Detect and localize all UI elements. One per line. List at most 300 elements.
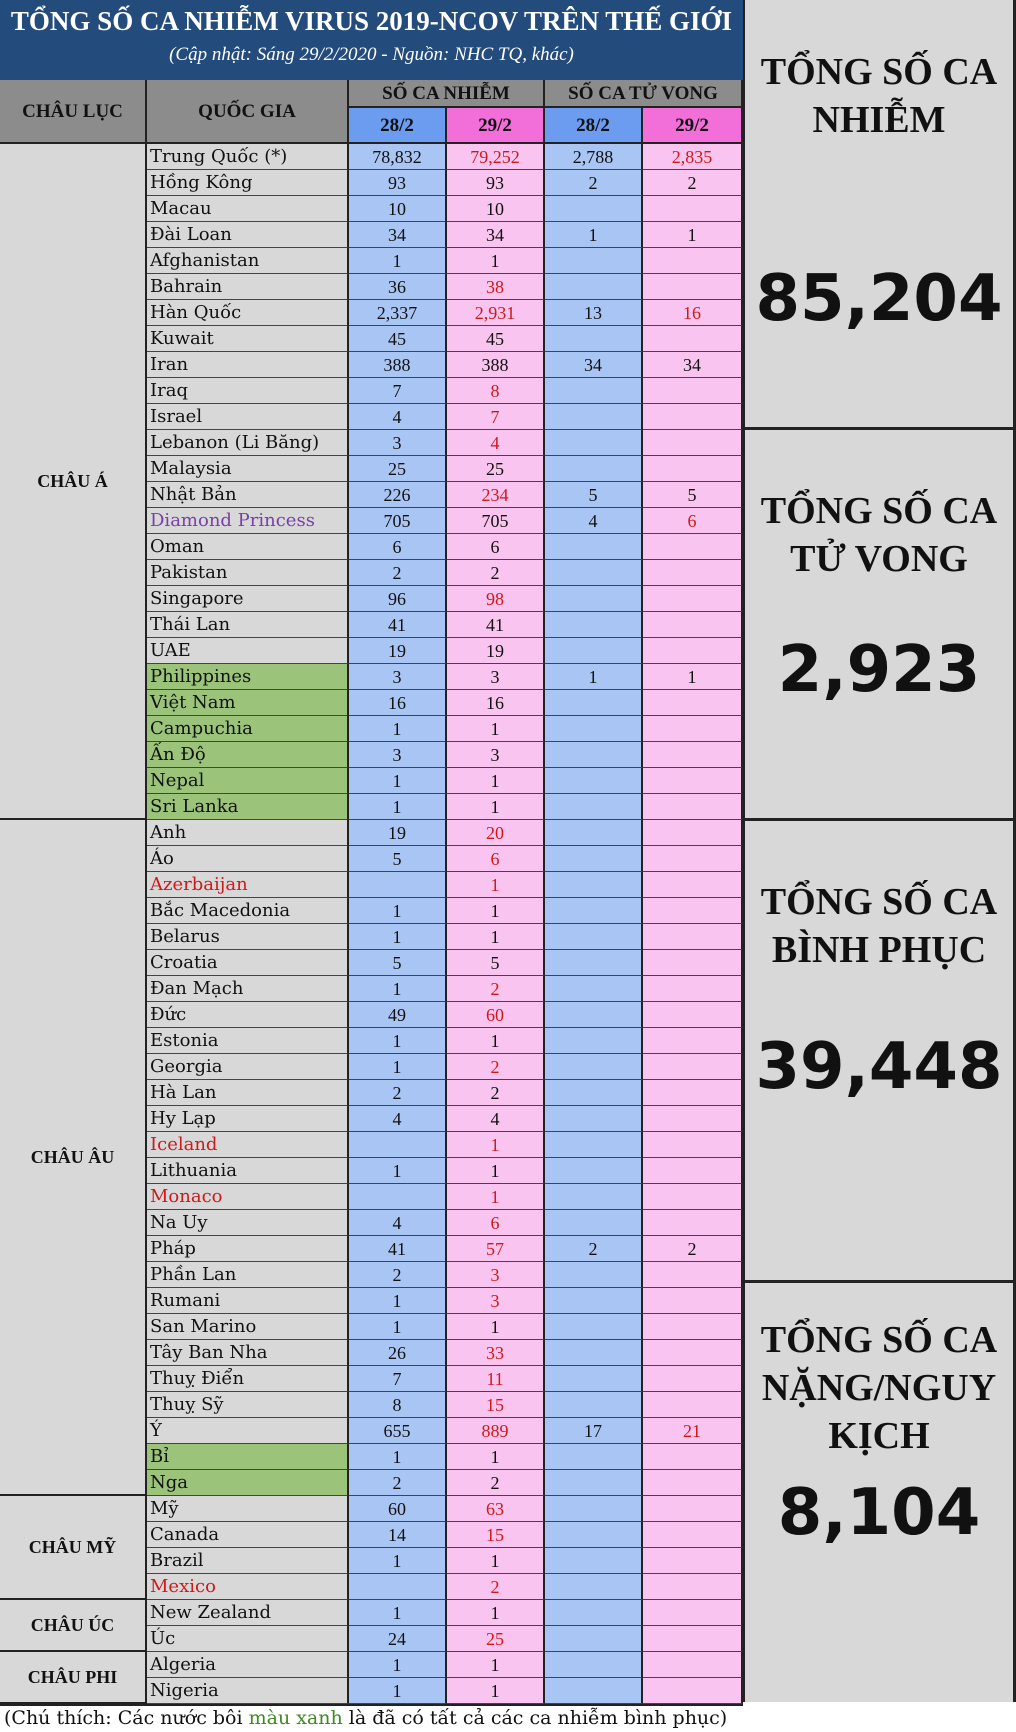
infected-28-2: 388: [349, 352, 447, 378]
infected-29-2: 20: [447, 820, 545, 846]
deaths-29-2: [643, 742, 743, 768]
table-row: [147, 482, 743, 508]
table-row: [147, 1080, 743, 1106]
infected-29-2: 60: [447, 1002, 545, 1028]
table-row: [147, 1496, 743, 1522]
deaths-28-2: [545, 1106, 643, 1132]
deaths-29-2: [643, 274, 743, 300]
infected-29-2: 5: [447, 950, 545, 976]
table-row: [147, 430, 743, 456]
infected-29-2: 98: [447, 586, 545, 612]
table-row: [147, 1626, 743, 1652]
table-row: [147, 378, 743, 404]
country-name: Nga: [147, 1470, 349, 1496]
deaths-29-2: 1: [643, 664, 743, 690]
country-name: Bắc Macedonia: [147, 898, 349, 924]
table-row: [147, 1106, 743, 1132]
deaths-28-2: [545, 1028, 643, 1054]
infected-29-2: 1: [447, 716, 545, 742]
deaths-28-2: [545, 950, 643, 976]
infected-29-2: 1: [447, 248, 545, 274]
infected-28-2: 19: [349, 638, 447, 664]
infected-29-2: 6: [447, 534, 545, 560]
infected-28-2: 7: [349, 378, 447, 404]
infected-28-2: 1: [349, 768, 447, 794]
country-name: Rumani: [147, 1288, 349, 1314]
deaths-29-2: [643, 1158, 743, 1184]
infected-28-2: [349, 1574, 447, 1600]
country-name: Bỉ: [147, 1444, 349, 1470]
deaths-29-2: [643, 1392, 743, 1418]
country-name: Azerbaijan: [147, 872, 349, 898]
infected-28-2: 1: [349, 1600, 447, 1626]
deaths-28-2: [545, 456, 643, 482]
table-row: [147, 898, 743, 924]
infected-28-2: 5: [349, 950, 447, 976]
infected-28-2: 1: [349, 1158, 447, 1184]
deaths-29-2: [643, 690, 743, 716]
country-name: Anh: [147, 820, 349, 846]
country-name: Iraq: [147, 378, 349, 404]
table-row: [147, 638, 743, 664]
deaths-29-2: [643, 1262, 743, 1288]
country-name: Pakistan: [147, 560, 349, 586]
country-name: Singapore: [147, 586, 349, 612]
country-name: Phần Lan: [147, 1262, 349, 1288]
deaths-29-2: [643, 1600, 743, 1626]
country-name: Nhật Bản: [147, 482, 349, 508]
deaths-29-2: 6: [643, 508, 743, 534]
infected-29-2: 15: [447, 1392, 545, 1418]
infected-29-2: 234: [447, 482, 545, 508]
infected-29-2: 1: [447, 1548, 545, 1574]
stat-label: BÌNH PHỤC: [771, 929, 987, 971]
infected-28-2: 41: [349, 1236, 447, 1262]
deaths-29-2: [643, 456, 743, 482]
country-name: Bahrain: [147, 274, 349, 300]
table-row: [147, 404, 743, 430]
infected-28-2: 60: [349, 1496, 447, 1522]
infected-28-2: 3: [349, 430, 447, 456]
deaths-28-2: [545, 1496, 643, 1522]
deaths-28-2: 2,788: [545, 144, 643, 170]
table-row: [147, 1314, 743, 1340]
table-row: [147, 1574, 743, 1600]
table-row: [147, 1210, 743, 1236]
deaths-28-2: 34: [545, 352, 643, 378]
footnote-green-word: màu xanh: [248, 1707, 343, 1729]
table-row: [147, 742, 743, 768]
deaths-28-2: [545, 924, 643, 950]
deaths-29-2: 2: [643, 1236, 743, 1262]
infected-29-2: 33: [447, 1340, 545, 1366]
infected-28-2: 655: [349, 1418, 447, 1444]
infected-29-2: 1: [447, 872, 545, 898]
deaths-29-2: 16: [643, 300, 743, 326]
deaths-28-2: [545, 1262, 643, 1288]
infected-28-2: 16: [349, 690, 447, 716]
column-header-date: 29/2: [447, 108, 545, 144]
infected-28-2: 226: [349, 482, 447, 508]
infected-29-2: 3: [447, 664, 545, 690]
country-name: Việt Nam: [147, 690, 349, 716]
country-name: Hà Lan: [147, 1080, 349, 1106]
country-name: Thuỵ Sỹ: [147, 1392, 349, 1418]
infected-29-2: 1: [447, 1600, 545, 1626]
infected-28-2: 4: [349, 1210, 447, 1236]
deaths-29-2: [643, 1470, 743, 1496]
infected-28-2: 8: [349, 1392, 447, 1418]
deaths-28-2: [545, 1548, 643, 1574]
infected-28-2: 3: [349, 742, 447, 768]
table-row: [147, 352, 743, 378]
deaths-29-2: [643, 1548, 743, 1574]
continent-label: CHÂU ÂU: [0, 820, 147, 1496]
deaths-29-2: [643, 1366, 743, 1392]
deaths-28-2: [545, 1184, 643, 1210]
deaths-28-2: [545, 690, 643, 716]
table-row: [147, 196, 743, 222]
infected-29-2: 2,931: [447, 300, 545, 326]
table-row: [147, 222, 743, 248]
country-name: Georgia: [147, 1054, 349, 1080]
deaths-29-2: [643, 950, 743, 976]
deaths-29-2: [643, 794, 743, 820]
deaths-28-2: 13: [545, 300, 643, 326]
infected-29-2: 2: [447, 1470, 545, 1496]
deaths-28-2: [545, 898, 643, 924]
deaths-29-2: [643, 430, 743, 456]
infected-29-2: 63: [447, 1496, 545, 1522]
infected-28-2: 3: [349, 664, 447, 690]
deaths-28-2: 4: [545, 508, 643, 534]
deaths-29-2: [643, 820, 743, 846]
country-name: Úc: [147, 1626, 349, 1652]
infected-29-2: 388: [447, 352, 545, 378]
deaths-29-2: [643, 716, 743, 742]
deaths-28-2: [545, 1522, 643, 1548]
page-subtitle: (Cập nhật: Sáng 29/2/2020 - Nguồn: NHC TQ, khác): [169, 44, 574, 65]
infected-28-2: 45: [349, 326, 447, 352]
country-name: Mỹ: [147, 1496, 349, 1522]
infected-28-2: 1: [349, 1652, 447, 1678]
table-row: [147, 534, 743, 560]
country-name: Algeria: [147, 1652, 349, 1678]
deaths-29-2: [643, 1678, 743, 1704]
deaths-28-2: [545, 1210, 643, 1236]
table-row: [147, 794, 743, 820]
page-title: TỔNG SỐ CA NHIỄM VIRUS 2019-NCOV TRÊN THẾ GIỚI: [10, 6, 733, 36]
country-name: Tây Ban Nha: [147, 1340, 349, 1366]
country-name: Brazil: [147, 1548, 349, 1574]
table-row: [147, 1236, 743, 1262]
deaths-29-2: [643, 1522, 743, 1548]
country-name: Oman: [147, 534, 349, 560]
deaths-29-2: [643, 1080, 743, 1106]
table-row: [147, 1340, 743, 1366]
country-name: Na Uy: [147, 1210, 349, 1236]
infected-28-2: 1: [349, 716, 447, 742]
infected-29-2: 1: [447, 898, 545, 924]
country-name: Ấn Độ: [147, 742, 349, 768]
deaths-28-2: [545, 1470, 643, 1496]
table-row: [147, 586, 743, 612]
infected-29-2: 2: [447, 1054, 545, 1080]
footnote-pre: (Chú thích: Các nước bôi: [4, 1707, 249, 1729]
table-row: [147, 274, 743, 300]
table-row: [147, 326, 743, 352]
country-name: Campuchia: [147, 716, 349, 742]
deaths-28-2: 2: [545, 1236, 643, 1262]
infected-28-2: 2: [349, 1262, 447, 1288]
stat-label: TỔNG SỐ CA: [760, 490, 998, 532]
footnote-post: là đã có tất cả các ca nhiễm bình phục): [342, 1707, 728, 1729]
stat-value: 2,923: [777, 633, 981, 707]
deaths-29-2: [643, 534, 743, 560]
footnote: [0, 1704, 1016, 1732]
deaths-28-2: [545, 1158, 643, 1184]
infected-28-2: 1: [349, 1444, 447, 1470]
deaths-28-2: [545, 1054, 643, 1080]
infected-28-2: 2: [349, 560, 447, 586]
infected-28-2: 1: [349, 1054, 447, 1080]
stat-label: NHIỄM: [812, 99, 946, 141]
infected-29-2: 3: [447, 1288, 545, 1314]
table-row: [147, 1678, 743, 1704]
deaths-28-2: [545, 1392, 643, 1418]
deaths-29-2: [643, 1132, 743, 1158]
deaths-29-2: [643, 1314, 743, 1340]
deaths-28-2: [545, 742, 643, 768]
table-row: [147, 508, 743, 534]
deaths-28-2: [545, 326, 643, 352]
infected-28-2: 14: [349, 1522, 447, 1548]
country-name: Ý: [147, 1418, 349, 1444]
deaths-28-2: [545, 612, 643, 638]
country-name: Diamond Princess: [147, 508, 349, 534]
deaths-29-2: [643, 1106, 743, 1132]
deaths-29-2: 2,835: [643, 144, 743, 170]
summary-panel: [743, 0, 1016, 1702]
deaths-29-2: 1: [643, 222, 743, 248]
table-row: [147, 1470, 743, 1496]
deaths-29-2: 34: [643, 352, 743, 378]
country-name: Monaco: [147, 1184, 349, 1210]
infected-28-2: 25: [349, 456, 447, 482]
table-row: [147, 170, 743, 196]
deaths-28-2: [545, 1340, 643, 1366]
infected-29-2: 25: [447, 456, 545, 482]
infected-29-2: 2: [447, 560, 545, 586]
infected-28-2: 49: [349, 1002, 447, 1028]
infected-28-2: 24: [349, 1626, 447, 1652]
deaths-29-2: [643, 976, 743, 1002]
infected-28-2: 1: [349, 1028, 447, 1054]
country-name: Trung Quốc (*): [147, 144, 349, 170]
infected-29-2: 2: [447, 1574, 545, 1600]
deaths-28-2: [545, 794, 643, 820]
deaths-28-2: [545, 1314, 643, 1340]
country-name: Afghanistan: [147, 248, 349, 274]
deaths-28-2: [545, 534, 643, 560]
deaths-29-2: 5: [643, 482, 743, 508]
infected-29-2: 79,252: [447, 144, 545, 170]
table-row: [147, 456, 743, 482]
infected-28-2: 1: [349, 794, 447, 820]
infected-29-2: 7: [447, 404, 545, 430]
stat-label: TỬ VONG: [790, 538, 968, 580]
country-name: Đan Mạch: [147, 976, 349, 1002]
table-row: [147, 1418, 743, 1444]
infected-29-2: 1: [447, 1132, 545, 1158]
infected-29-2: 3: [447, 1262, 545, 1288]
country-name: Lithuania: [147, 1158, 349, 1184]
infected-29-2: 45: [447, 326, 545, 352]
country-name: Hy Lạp: [147, 1106, 349, 1132]
table-row: [147, 1158, 743, 1184]
infected-28-2: 41: [349, 612, 447, 638]
infected-28-2: 2,337: [349, 300, 447, 326]
infected-29-2: 1: [447, 1444, 545, 1470]
table-row: [147, 248, 743, 274]
deaths-28-2: [545, 872, 643, 898]
deaths-28-2: [545, 820, 643, 846]
country-name: Pháp: [147, 1236, 349, 1262]
infected-29-2: 38: [447, 274, 545, 300]
deaths-28-2: [545, 274, 643, 300]
country-name: Iran: [147, 352, 349, 378]
infected-28-2: 4: [349, 404, 447, 430]
infected-29-2: 1: [447, 1652, 545, 1678]
deaths-28-2: [545, 1652, 643, 1678]
table-row: [147, 924, 743, 950]
country-name: Đức: [147, 1002, 349, 1028]
infected-28-2: 2: [349, 1080, 447, 1106]
continent-label: CHÂU Á: [0, 144, 147, 820]
country-name: Philippines: [147, 664, 349, 690]
country-name: San Marino: [147, 1314, 349, 1340]
stat-label: KỊCH: [828, 1415, 930, 1457]
table-row: [147, 690, 743, 716]
deaths-28-2: [545, 248, 643, 274]
infected-29-2: 11: [447, 1366, 545, 1392]
infected-28-2: 7: [349, 1366, 447, 1392]
column-header-country: QUỐC GIA: [147, 80, 349, 144]
infected-28-2: 6: [349, 534, 447, 560]
infected-28-2: 1: [349, 924, 447, 950]
country-name: UAE: [147, 638, 349, 664]
deaths-29-2: [643, 1496, 743, 1522]
deaths-29-2: [643, 1054, 743, 1080]
infected-29-2: 1: [447, 1158, 545, 1184]
deaths-29-2: [643, 1652, 743, 1678]
deaths-28-2: [545, 1002, 643, 1028]
infected-29-2: 25: [447, 1626, 545, 1652]
deaths-29-2: [643, 1444, 743, 1470]
table-row: [147, 560, 743, 586]
country-name: Croatia: [147, 950, 349, 976]
infected-29-2: 705: [447, 508, 545, 534]
column-header-deaths: SỐ CA TỬ VONG: [545, 80, 743, 108]
deaths-28-2: [545, 1132, 643, 1158]
deaths-28-2: [545, 430, 643, 456]
table-row: [147, 664, 743, 690]
infected-28-2: 19: [349, 820, 447, 846]
infected-28-2: 1: [349, 1678, 447, 1704]
infected-28-2: 705: [349, 508, 447, 534]
infected-28-2: 1: [349, 248, 447, 274]
table-row: [147, 1054, 743, 1080]
infected-29-2: 3: [447, 742, 545, 768]
country-name: Hồng Kông: [147, 170, 349, 196]
deaths-29-2: [643, 378, 743, 404]
deaths-29-2: 2: [643, 170, 743, 196]
table-row: [147, 1548, 743, 1574]
country-name: Kuwait: [147, 326, 349, 352]
infected-28-2: 10: [349, 196, 447, 222]
table-row: [147, 1444, 743, 1470]
table-row: [147, 1392, 743, 1418]
infected-28-2: 1: [349, 898, 447, 924]
deaths-29-2: [643, 1288, 743, 1314]
deaths-29-2: [643, 768, 743, 794]
table-row: [147, 768, 743, 794]
table-row: [147, 976, 743, 1002]
infected-28-2: 1: [349, 1314, 447, 1340]
table-row: [147, 1262, 743, 1288]
deaths-28-2: [545, 404, 643, 430]
stat-value: 85,204: [755, 262, 1003, 336]
country-name: Thuỵ Điển: [147, 1366, 349, 1392]
stat-box: [745, 0, 1013, 430]
table-row: [147, 1522, 743, 1548]
infected-29-2: 16: [447, 690, 545, 716]
deaths-28-2: 2: [545, 170, 643, 196]
table-row: [147, 1028, 743, 1054]
deaths-29-2: [643, 1210, 743, 1236]
continent-label: CHÂU MỸ: [0, 1496, 147, 1600]
country-name: Áo: [147, 846, 349, 872]
infected-28-2: [349, 872, 447, 898]
deaths-28-2: 5: [545, 482, 643, 508]
column-header-date: 29/2: [643, 108, 743, 144]
infected-29-2: 10: [447, 196, 545, 222]
country-name: Malaysia: [147, 456, 349, 482]
deaths-28-2: [545, 586, 643, 612]
infected-28-2: [349, 1184, 447, 1210]
deaths-29-2: [643, 846, 743, 872]
country-name: Canada: [147, 1522, 349, 1548]
infected-29-2: 2: [447, 976, 545, 1002]
infected-28-2: 34: [349, 222, 447, 248]
deaths-29-2: [643, 326, 743, 352]
deaths-29-2: [643, 196, 743, 222]
deaths-29-2: [643, 1574, 743, 1600]
infected-29-2: 93: [447, 170, 545, 196]
deaths-29-2: [643, 404, 743, 430]
country-name: Belarus: [147, 924, 349, 950]
table-row: [147, 1600, 743, 1626]
infected-28-2: 4: [349, 1106, 447, 1132]
country-name: New Zealand: [147, 1600, 349, 1626]
infected-28-2: 1: [349, 1548, 447, 1574]
deaths-29-2: [643, 898, 743, 924]
infected-29-2: 57: [447, 1236, 545, 1262]
infected-29-2: 41: [447, 612, 545, 638]
table-row: [147, 1002, 743, 1028]
deaths-28-2: [545, 1288, 643, 1314]
deaths-28-2: [545, 1626, 643, 1652]
